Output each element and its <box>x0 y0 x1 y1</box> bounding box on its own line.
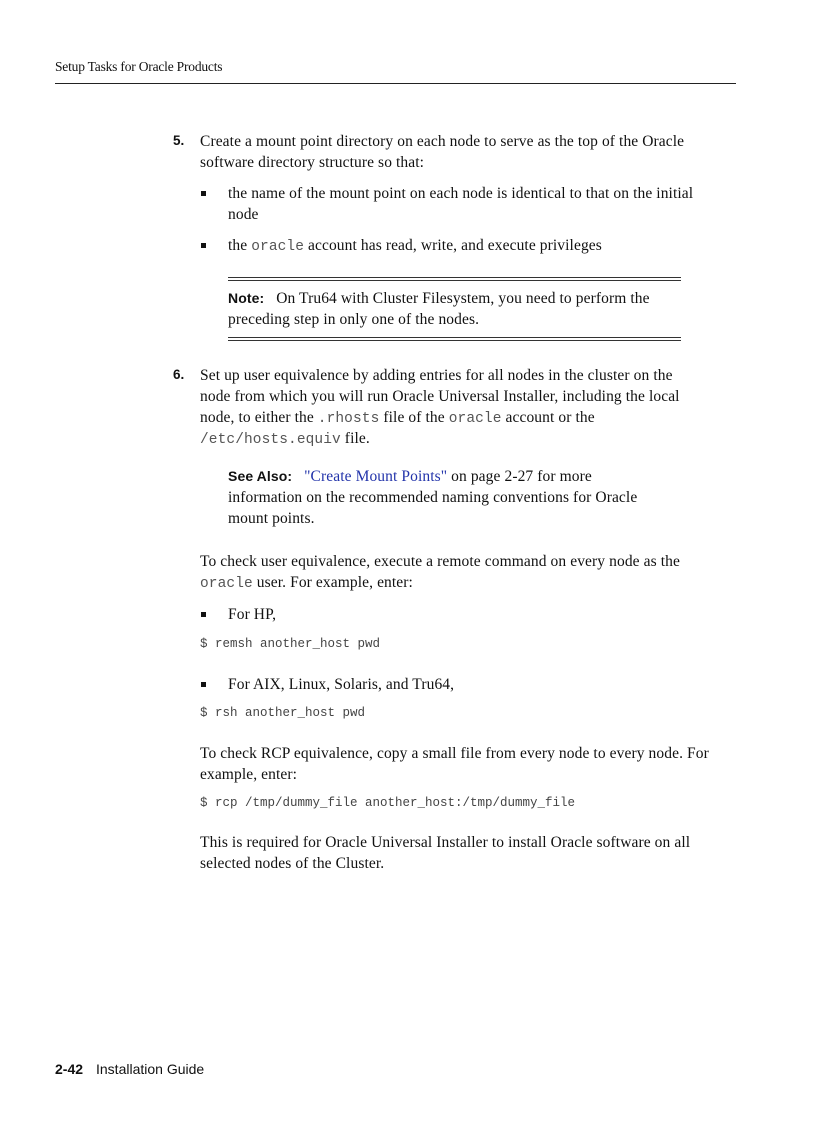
text-fragment: the <box>228 237 252 254</box>
see-also-label: See Also: <box>228 468 293 484</box>
check-rcp-line-2: example, enter: <box>200 766 298 783</box>
step-6-line-1: Set up user equivalence by adding entries for all nodes in the cluster on the <box>200 367 673 384</box>
step-6-line-4 <box>200 428 370 451</box>
hp-bullet: For HP, <box>228 606 277 623</box>
bullet-icon <box>201 682 206 687</box>
hp-command: $ remsh another_host pwd <box>200 637 381 651</box>
check-user-line-2 <box>200 572 413 595</box>
closing-line-2: selected nodes of the Cluster. <box>200 855 385 872</box>
see-also-line-2: information on the recommended naming conventions for Oracle <box>228 489 638 506</box>
header-rule <box>55 83 736 84</box>
code-hosts-equiv: /etc/hosts.equiv <box>200 432 341 448</box>
code-rhosts: .rhosts <box>317 411 380 427</box>
note-line-1 <box>228 288 650 309</box>
check-user-line-1: To check user equivalence, execute a remote command on every node as the <box>200 553 680 570</box>
code-oracle: oracle <box>251 239 305 255</box>
text-fragment: account or the <box>501 409 595 426</box>
text-fragment: node, to either the <box>200 409 318 426</box>
page-number: 2-42 <box>55 1061 84 1077</box>
see-also-line-3: mount points. <box>228 510 315 527</box>
code-oracle: oracle <box>448 411 502 427</box>
text-fragment: file of the <box>379 409 449 426</box>
step-5-bullet-1-line-1: the name of the mount point on each node is identical to that on the initial <box>228 185 694 202</box>
aix-bullet: For AIX, Linux, Solaris, and Tru64, <box>228 676 455 693</box>
step-5-line-2: software directory structure so that: <box>200 154 425 171</box>
create-mount-points-link[interactable]: "Create Mount Points" <box>304 468 448 485</box>
see-also-line-1 <box>228 466 592 487</box>
step-6-number: 6. <box>173 367 185 382</box>
note-top-rule <box>228 277 681 281</box>
check-rcp-line-1: To check RCP equivalence, copy a small file from every node to every node. For <box>200 745 709 762</box>
note-line-2: preceding step in only one of the nodes. <box>228 311 480 328</box>
step-5-number: 5. <box>173 133 185 148</box>
running-header: Setup Tasks for Oracle Products <box>55 59 223 74</box>
code-oracle: oracle <box>200 576 253 592</box>
step-5-line-1: Create a mount point directory on each node to serve as the top of the Oracle <box>200 133 685 150</box>
bullet-icon <box>201 612 206 617</box>
closing-line-1: This is required for Oracle Universal Installer to install Oracle software on all <box>200 834 691 851</box>
step-6-line-3 <box>200 407 595 430</box>
rcp-command: $ rcp /tmp/dummy_file another_host:/tmp/dummy_file <box>200 796 576 810</box>
text-fragment: on page 2-27 for more <box>447 468 592 485</box>
text-fragment: file. <box>340 430 370 447</box>
text-fragment: user. For example, enter: <box>252 574 413 591</box>
footer-title: Installation Guide <box>96 1061 205 1077</box>
text-fragment: account has read, write, and execute privileges <box>304 237 602 254</box>
note-text: On Tru64 with Cluster Filesystem, you need to perform the <box>276 290 650 307</box>
note-bottom-rule <box>228 337 681 341</box>
step-6-line-2: node from which you will run Oracle Universal Installer, including the local <box>200 388 680 405</box>
step-5-bullet-1-line-2: node <box>228 206 259 223</box>
note-label: Note: <box>228 290 265 306</box>
bullet-icon <box>201 243 206 248</box>
aix-command: $ rsh another_host pwd <box>200 706 366 720</box>
bullet-icon <box>201 191 206 196</box>
step-5-bullet-2 <box>228 235 602 258</box>
